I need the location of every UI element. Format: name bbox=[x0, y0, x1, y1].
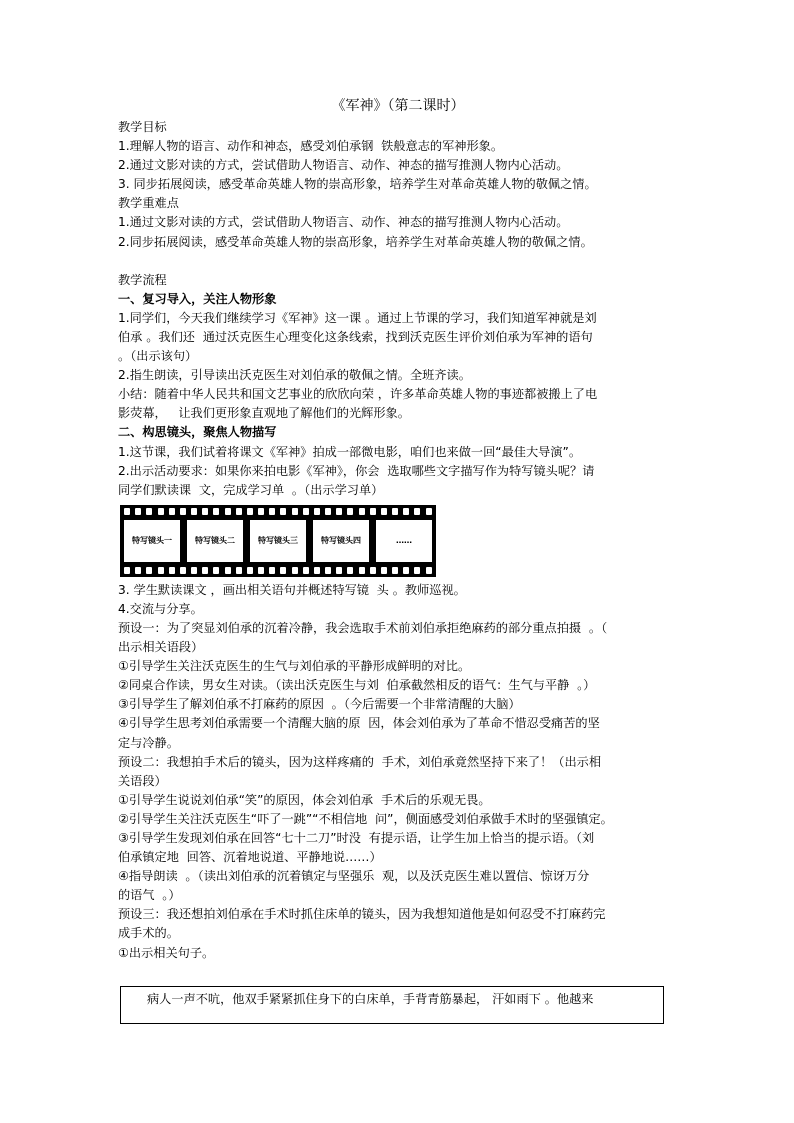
objective-item: 1.理解人物的语言、动作和神态，感受刘伯承钢 铁般意志的军神形象。 bbox=[118, 139, 504, 154]
paragraph-line: 影荧幕， 让我们更形象直观地了解他们的光辉形象。 bbox=[118, 406, 410, 421]
process-heading: 教学流程 bbox=[118, 272, 167, 287]
paragraph-line: ②引导学生关注沃克医生“吓了一跳”“不相信地 问”，侧面感受刘伯承做手术时的坚强镇定。 bbox=[118, 811, 613, 826]
paragraph-line: 伯承镇定地 回答、沉着地说道、平静地说……） bbox=[118, 850, 382, 865]
paragraph-line: 小结：随着中华人民共和国文艺事业的欣欣向荣 ，许多革命英雄人物的事迹都被搬上了电 bbox=[118, 387, 598, 402]
key-point-item: 1.通过文影对读的方式，尝试借助人物语言、动作、神态的描写推测人物内心活动。 bbox=[118, 215, 569, 230]
key-point-item: 2.同步拓展阅读，感受革命英雄人物的崇高形象，培养学生对革命英雄人物的敬佩之情。 bbox=[118, 234, 593, 249]
filmstrip-perforations-bottom bbox=[124, 567, 432, 574]
paragraph-line: 2.指生朗读，引导读出沃克医生对刘伯承的敬佩之情。全班齐读。 bbox=[118, 368, 471, 383]
paragraph-line: 出示相关语段） bbox=[118, 640, 204, 655]
section-heading: 一、复习导入，关注人物形象 bbox=[118, 291, 277, 306]
paragraph-line: 关语段） bbox=[118, 773, 167, 788]
paragraph-line: ①引导学生关注沃克医生的生气与刘伯承的平静形成鲜明的对比。 bbox=[118, 659, 471, 674]
paragraph-line: 1.同学们，今天我们继续学习《军神》这一课 。通过上节课的学习，我们知道军神就是刘 bbox=[118, 310, 597, 325]
paragraph-line: 预设二：我想拍手术后的镜头，因为这样疼痛的 手术，刘伯承竟然坚持下来了！（出示相 bbox=[118, 754, 602, 769]
paragraph-line: ③引导学生了解刘伯承不打麻药的原因 。（今后需要一个非常清醒的大脑） bbox=[118, 697, 521, 712]
section-heading: 二、构思镜头，聚焦人物描写 bbox=[118, 425, 277, 440]
paragraph-line: 预设三：我还想拍刘伯承在手术时抓住床单的镜头，因为我想知道他是如何忍受不打麻药完 bbox=[118, 907, 606, 922]
paragraph-line: 同学们默读课 文，完成学习单 。（出示学习单） bbox=[118, 482, 384, 497]
paragraph-line: 。（出示该句） bbox=[118, 349, 198, 364]
filmstrip-frame: 特写镜头一 bbox=[124, 520, 180, 562]
filmstrip-frame: …… bbox=[376, 520, 432, 562]
filmstrip-frame: 特写镜头四 bbox=[313, 520, 369, 562]
paragraph-line: ③引导学生发现刘伯承在回答“七十二刀”时没 有提示语，让学生加上恰当的提示语。（刘 bbox=[118, 831, 595, 845]
spacer bbox=[118, 252, 678, 271]
filmstrip-perforations-top bbox=[124, 508, 432, 515]
objectives-heading: 教学目标 bbox=[118, 120, 167, 134]
objective-item: 3. 同步拓展阅读，感受革命英雄人物的崇高形象，培养学生对革命英雄人物的敬佩之情。 bbox=[118, 177, 597, 192]
paragraph-line: ②同桌合作读，男女生对读。（读出沃克医生与刘 伯承截然相反的语气：生气与平静 。） bbox=[118, 678, 596, 693]
paragraph-line: 定与冷静。 bbox=[118, 735, 179, 750]
paragraph-line: ④指导朗读 。（读出刘伯承的沉着镇定与坚强乐 观，以及沃克医生难以置信、惊讶万分 bbox=[118, 869, 590, 884]
filmstrip-frame: 特写镜头二 bbox=[187, 520, 243, 562]
filmstrip-frame: 特写镜头三 bbox=[250, 520, 306, 562]
paragraph-line: 的语气 。） bbox=[118, 888, 181, 903]
paragraph-line: ④引导学生思考刘伯承需要一个清醒大脑的原 因，体会刘伯承为了革命不惜忍受痛苦的坚 bbox=[118, 716, 600, 731]
paragraph-line: 预设一：为了突显刘伯承的沉着冷静，我会选取手术前刘伯承拒绝麻药的部分重点拍摄 。（ bbox=[118, 620, 608, 635]
filmstrip-frames bbox=[124, 520, 432, 562]
paragraph-line: 2.出示活动要求：如果你来拍电影《军神》，你会 选取哪些文字描写作为特写镜头呢？请 bbox=[118, 463, 595, 478]
paragraph-line: ①引导学生说说刘伯承“笑”的原因，体会刘伯承 手术后的乐观无畏。 bbox=[118, 792, 491, 807]
quote-text: 病人一声不吭，他双手紧紧抓住身下的白床单，手背青筋暴起， 汗如雨下 。他越来 bbox=[147, 992, 594, 1006]
paragraph-line: 3. 学生默读课文 ，画出相关语句并概述特写镜 头 。教师巡视。 bbox=[118, 582, 466, 597]
paragraph-line: 伯承 。我们还 通过沃克医生心理变化这条线索，找到沃克医生评价刘伯承为军神的语句 bbox=[118, 329, 593, 344]
paragraph-line: 成手术的。 bbox=[118, 926, 179, 941]
key-points-heading: 教学重难点 bbox=[118, 196, 179, 211]
objective-item: 2.通过文影对读的方式，尝试借助人物语言、动作、神态的描写推测人物内心活动。 bbox=[118, 158, 569, 173]
document-body bbox=[118, 96, 678, 963]
filmstrip-graphic bbox=[120, 505, 436, 577]
paragraph-line: 4.交流与分享。 bbox=[118, 601, 203, 616]
paragraph-line: ①出示相关句子。 bbox=[118, 945, 215, 960]
document-title: 《军神》（第二课时） bbox=[331, 98, 465, 114]
paragraph-line: 1.这节课，我们试着将课文《军神》拍成一部微电影，咱们也来做一回“最佳大导演”。 bbox=[118, 444, 582, 459]
quote-box bbox=[120, 986, 664, 1024]
